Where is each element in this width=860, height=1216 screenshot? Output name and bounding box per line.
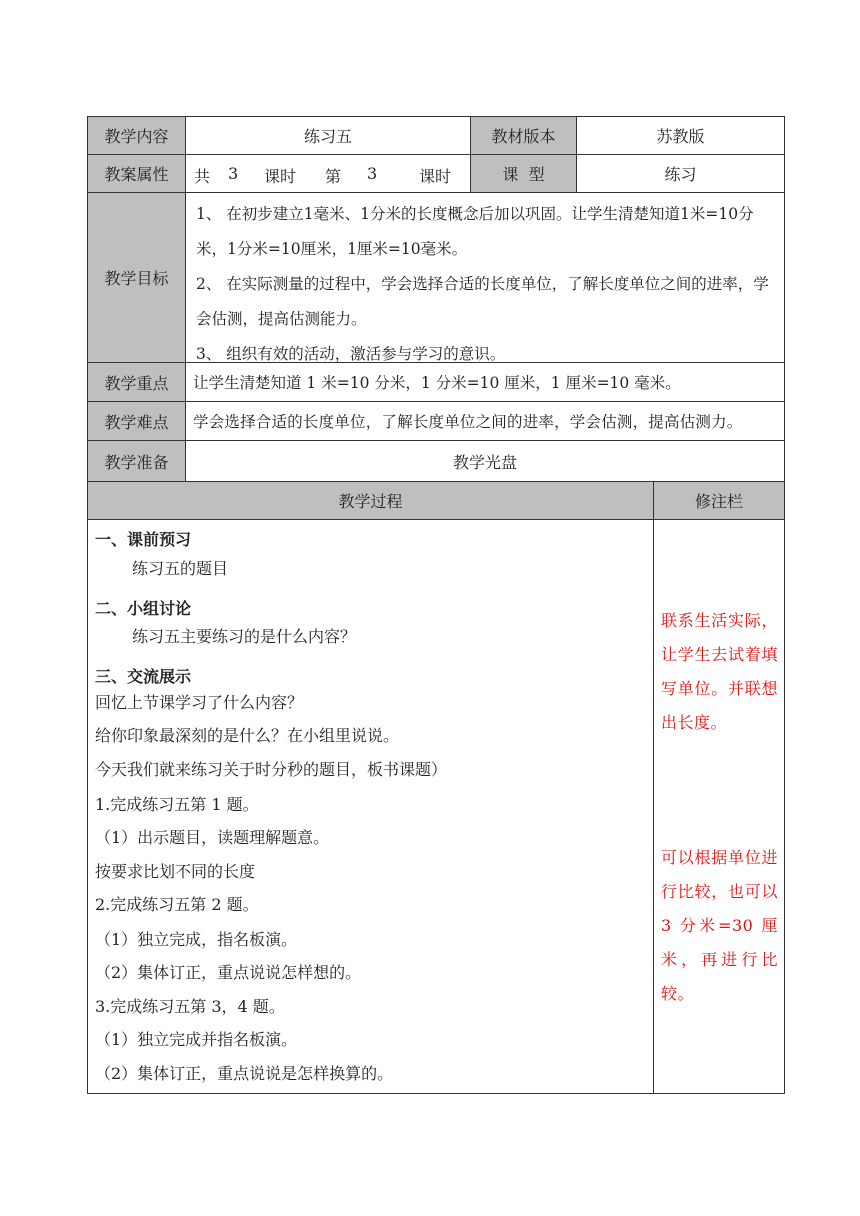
goal-item: 2、 在实际测量的过程中，学会选择合适的长度单位，了解长度单位之间的进率，学会估测，提高估测能力。 [196,275,769,328]
attr-hours1: 课时 [264,167,297,186]
process-header: 教学过程 [87,481,654,520]
difficulty-label: 教学难点 [87,401,186,441]
goals-list [186,193,784,372]
process-text: （2）集体订正，重点说说怎样想的。 [95,963,362,982]
attr-di: 第 [325,167,342,186]
edition-value: 苏教版 [576,116,785,155]
goal-item: 3、 组织有效的活动，激活参与学习的意识。 [196,345,506,363]
type-label: 课 型 [470,154,577,193]
process-text: 给你印象最深刻的是什么？在小组里说说。 [95,726,400,745]
process-text: （1）独立完成并指名板演。 [95,1030,298,1049]
process-text: 1.完成练习五第 1 题。 [95,795,259,814]
note-1: 联系生活实际，让学生去试着填写单位。并联想出长度。 [661,611,778,732]
goal-item: 1、 在初步建立1毫米、1分米的长度概念后加以巩固。让学生清楚知道1米=10分米，1分米=10厘米，1厘米=10毫米。 [196,205,754,258]
notes-header: 修注栏 [653,481,785,520]
preparation-value: 教学光盘 [185,440,785,482]
goals-label: 教学目标 [87,192,186,363]
key-point-value: 让学生清楚知道 1 米=10 分米，1 分米=10 厘米，1 厘米=10 毫米。 [185,362,785,402]
process-content [95,519,645,1089]
key-point-label: 教学重点 [87,362,186,402]
process-text: 2.完成练习五第 2 题。 [95,895,259,914]
process-text: 3.完成练习五第 3，4 题。 [95,997,285,1016]
attr-total: 3 [228,164,239,183]
attr-value [185,154,471,193]
attr-hours2: 课时 [419,167,452,186]
section-title: 二、小组讨论 [95,599,192,618]
content-label: 教学内容 [87,116,186,155]
process-text: 按要求比划不同的长度 [95,862,256,881]
section-title: 三、交流展示 [95,667,192,686]
type-value: 练习 [576,154,785,193]
process-text: 练习五主要练习的是什么内容？ [132,627,357,646]
note-2: 可以根据单位进行比较，也可以 3 分米=30 厘米，再进行比较。 [661,848,778,1003]
content-value: 练习五 [185,116,471,155]
process-text: 回忆上节课学习了什么内容？ [95,693,304,712]
process-text: 练习五的题目 [132,559,229,578]
process-text: 今天我们就来练习关于时分秒的题目，板书课题） [95,760,448,779]
attr-gong: 共 [194,167,211,186]
section-title: 一、课前预习 [95,530,192,549]
process-text: （1）独立完成，指名板演。 [95,930,298,949]
attr-current: 3 [367,164,378,183]
attr-label: 教案属性 [87,154,186,193]
edition-label: 教材版本 [470,116,577,155]
difficulty-value: 学会选择合适的长度单位，了解长度单位之间的进率，学会估测，提高估测力。 [185,401,785,441]
process-text: （2）集体订正，重点说说是怎样换算的。 [95,1064,394,1083]
preparation-label: 教学准备 [87,440,186,482]
process-text: （1）出示题目，读题理解题意。 [95,828,330,847]
